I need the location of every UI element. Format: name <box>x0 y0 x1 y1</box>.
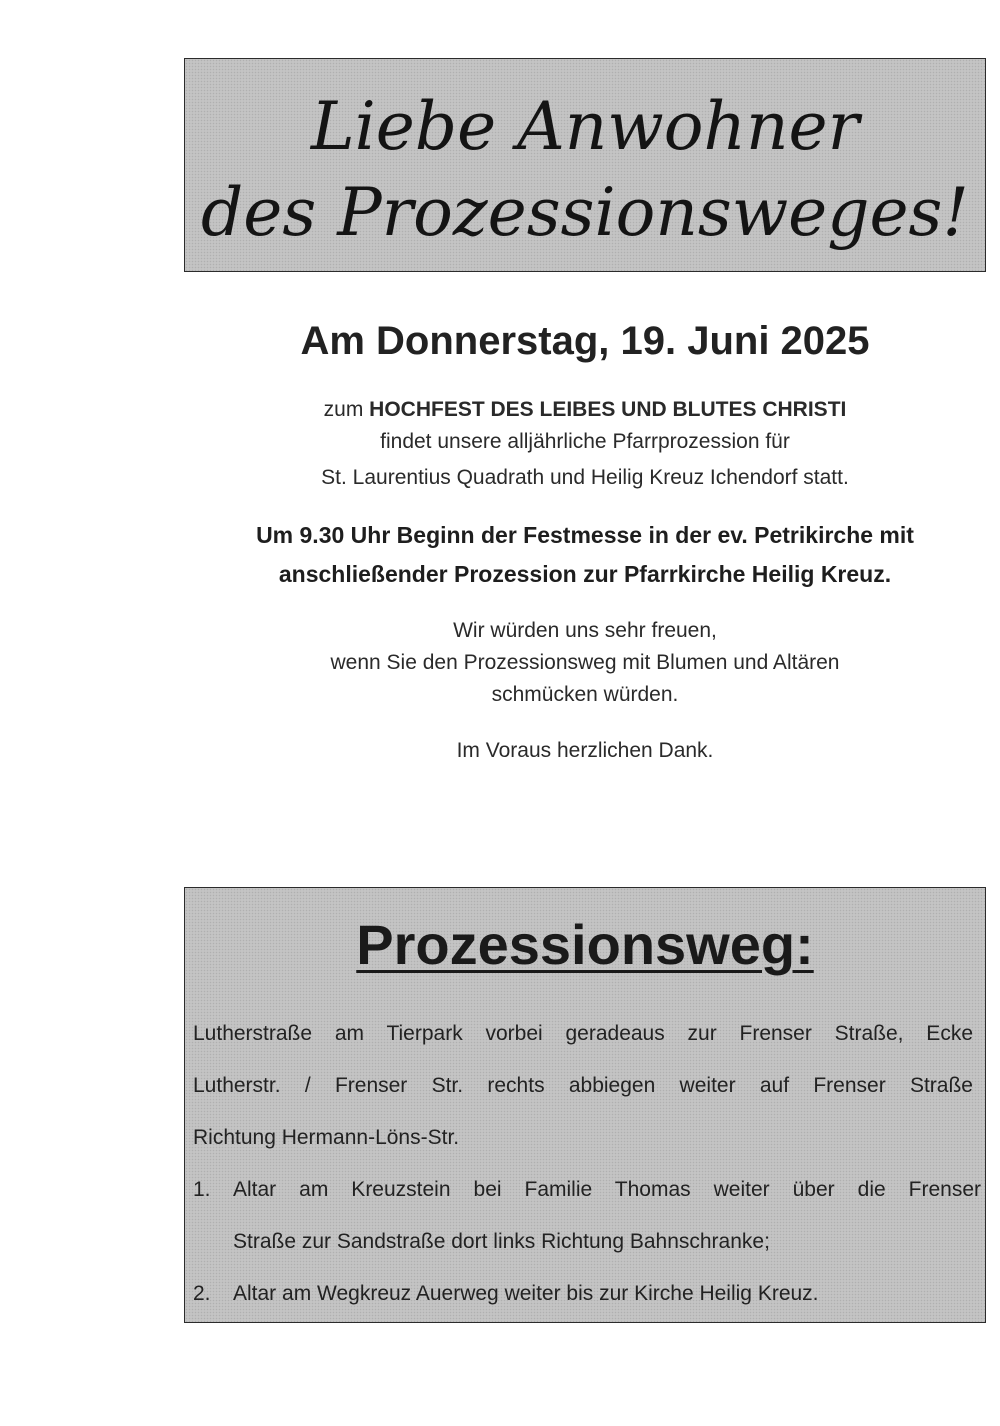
route-intro-line-2: Lutherstr. / Frenser Str. rechts abbiegen weiter auf Frenser Straße <box>193 1074 973 1097</box>
title-banner <box>184 58 986 272</box>
route-stop-number: 2. <box>193 1282 211 1305</box>
intro-line-2: findet unsere alljährliche Pfarrprozession für <box>380 430 790 453</box>
request-line-3: schmücken würden. <box>491 683 679 706</box>
route-stop-text: Straße zur Sandstraße dort links Richtung Bahnschranke; <box>233 1230 770 1253</box>
route-stop-text: Altar am Wegkreuz Auerweg weiter bis zur Kirche Heilig Kreuz. <box>233 1282 819 1305</box>
route-stop-number: 1. <box>193 1178 211 1201</box>
title-line-2: des Prozessionsweges! <box>201 174 969 251</box>
thanks-line: Im Voraus herzlichen Dank. <box>456 739 714 762</box>
request-line-2: wenn Sie den Prozessionsweg mit Blumen und Altären <box>330 651 840 674</box>
event-date-heading: Am Donnerstag, 19. Juni 2025 <box>300 319 870 363</box>
mass-info-line-2: anschließender Prozession zur Pfarrkirche Heilig Kreuz. <box>278 561 892 587</box>
intro-prefix: zum <box>323 398 370 421</box>
route-heading <box>185 910 985 980</box>
route-stop-text: Altar am Kreuzstein bei Familie Thomas weiter über die Frenser <box>233 1178 981 1201</box>
feast-name: HOCHFEST DES LEIBES UND BLUTES CHRISTI <box>369 398 847 421</box>
title-line-1: Liebe Anwohner <box>310 88 860 165</box>
mass-info-line-1: Um 9.30 Uhr Beginn der Festmesse in der ev. Petrikirche mit <box>256 522 914 548</box>
intro-line-1 <box>170 393 1000 427</box>
route-intro-line-3: Richtung Hermann-Löns-Str. <box>193 1126 460 1149</box>
route-intro-line-1: Lutherstraße am Tierpark vorbei geradeaus zur Frenser Straße, Ecke <box>193 1022 973 1045</box>
route-heading-text: Prozessionsweg: <box>356 913 814 976</box>
request-line-1: Wir würden uns sehr freuen, <box>453 619 717 642</box>
route-box <box>184 887 986 1323</box>
intro-line-3: St. Laurentius Quadrath und Heilig Kreuz Ichendorf statt. <box>321 466 849 489</box>
